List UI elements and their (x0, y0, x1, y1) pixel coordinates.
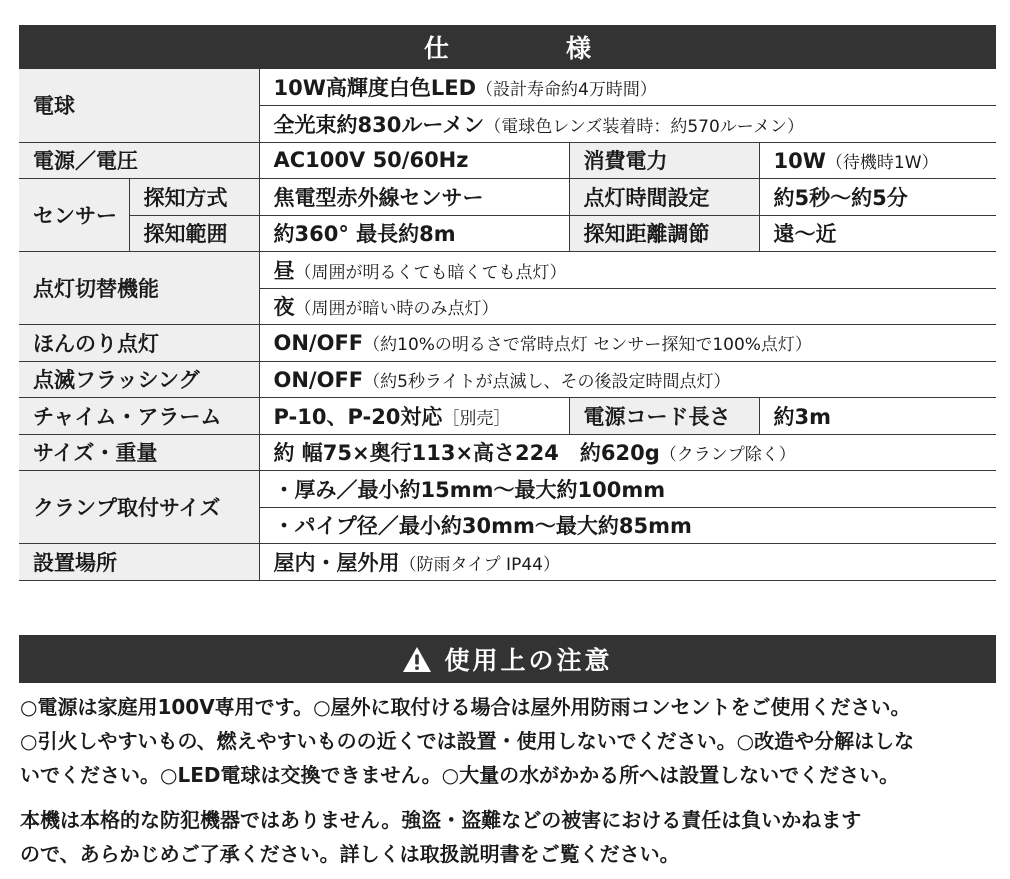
cord-label: 電源コード長さ (569, 398, 759, 435)
table-row (19, 434, 996, 471)
power-label: 電源／電圧 (19, 142, 259, 179)
install-value: 屋内・屋外用（防雨タイプ IP44） (259, 544, 996, 581)
table-row (19, 215, 996, 252)
table-row (19, 179, 996, 216)
size-label: サイズ・重量 (19, 434, 259, 471)
consumption-value: 10W（待機時1W） (759, 142, 996, 179)
caution-title-bar (19, 635, 996, 683)
sensor-label: センサー (19, 179, 129, 252)
switch-day-value: 昼（周囲が明るくても暗くても点灯） (259, 252, 996, 289)
detect-method-label: 探知方式 (129, 179, 259, 216)
clamp-label: クランプ取付サイズ (19, 471, 259, 544)
table-row (19, 361, 996, 398)
bulb-value: 10W高輝度白色LED（設計寿命約4万時間） (259, 69, 996, 106)
table-row (19, 69, 996, 106)
clamp-pipe-value: ・パイプ径／最小約30mm～最大約85mm (259, 507, 996, 544)
caution-notes (20, 690, 995, 871)
dim-label: ほんのり点灯 (19, 325, 259, 362)
table-row (19, 252, 996, 289)
spec-table (19, 69, 996, 581)
clamp-thickness-value: ・厚み／最小約15mm～最大約100mm (259, 471, 996, 508)
note-line: ○引火しやすいもの、燃えやすいものの近くでは設置・使用しないでください。○改造や分解はしな (20, 729, 915, 753)
table-row (19, 325, 996, 362)
install-label: 設置場所 (19, 544, 259, 581)
flash-label: 点滅フラッシング (19, 361, 259, 398)
spec-title: 仕 様 (19, 25, 996, 69)
table-row (19, 142, 996, 179)
distance-value: 遠～近 (759, 215, 996, 252)
cord-value: 約3m (759, 398, 996, 435)
chime-value: P-10、P-20対応［別売］ (259, 398, 569, 435)
consumption-label: 消費電力 (569, 142, 759, 179)
detect-range-value: 約360° 最長約8m (259, 215, 569, 252)
note-line: ○電源は家庭用100V専用です。○屋外に取付ける場合は屋外用防雨コンセントをご使用ください。 (20, 695, 911, 719)
warning-icon (402, 646, 432, 673)
note-line: いでください。○LED電球は交換できません。○大量の水がかかる所へは設置しないでください。 (20, 763, 900, 787)
detect-range-label: 探知範囲 (129, 215, 259, 252)
dim-value: ON/OFF（約10%の明るさで常時点灯 センサー探知で100%点灯） (259, 325, 996, 362)
bulb-label: 電球 (19, 69, 259, 142)
size-value: 約 幅75×奥行113×高さ224 約620g（クランプ除く） (259, 434, 996, 471)
power-value: AC100V 50/60Hz (259, 142, 569, 179)
table-row (19, 471, 996, 508)
flash-value: ON/OFF（約5秒ライトが点滅し、その後設定時間点灯） (259, 361, 996, 398)
disclaimer-line: ので、あらかじめご了承ください。詳しくは取扱説明書をご覧ください。 (20, 842, 680, 866)
detect-method-value: 焦電型赤外線センサー (259, 179, 569, 216)
light-time-label: 点灯時間設定 (569, 179, 759, 216)
lumen-value: 全光束約830ルーメン（電球色レンズ装着時：約570ルーメン） (259, 106, 996, 143)
caution-title: 使用上の注意 (444, 646, 613, 675)
light-time-value: 約5秒～約5分 (759, 179, 996, 216)
switch-label: 点灯切替機能 (19, 252, 259, 325)
switch-night-value: 夜（周囲が暗い時のみ点灯） (259, 288, 996, 325)
distance-label: 探知距離調節 (569, 215, 759, 252)
chime-label: チャイム・アラーム (19, 398, 259, 435)
disclaimer-line: 本機は本格的な防犯機器ではありません。強盗・盗難などの被害における責任は負いかねます (20, 808, 862, 832)
table-row (19, 544, 996, 581)
table-row (19, 398, 996, 435)
